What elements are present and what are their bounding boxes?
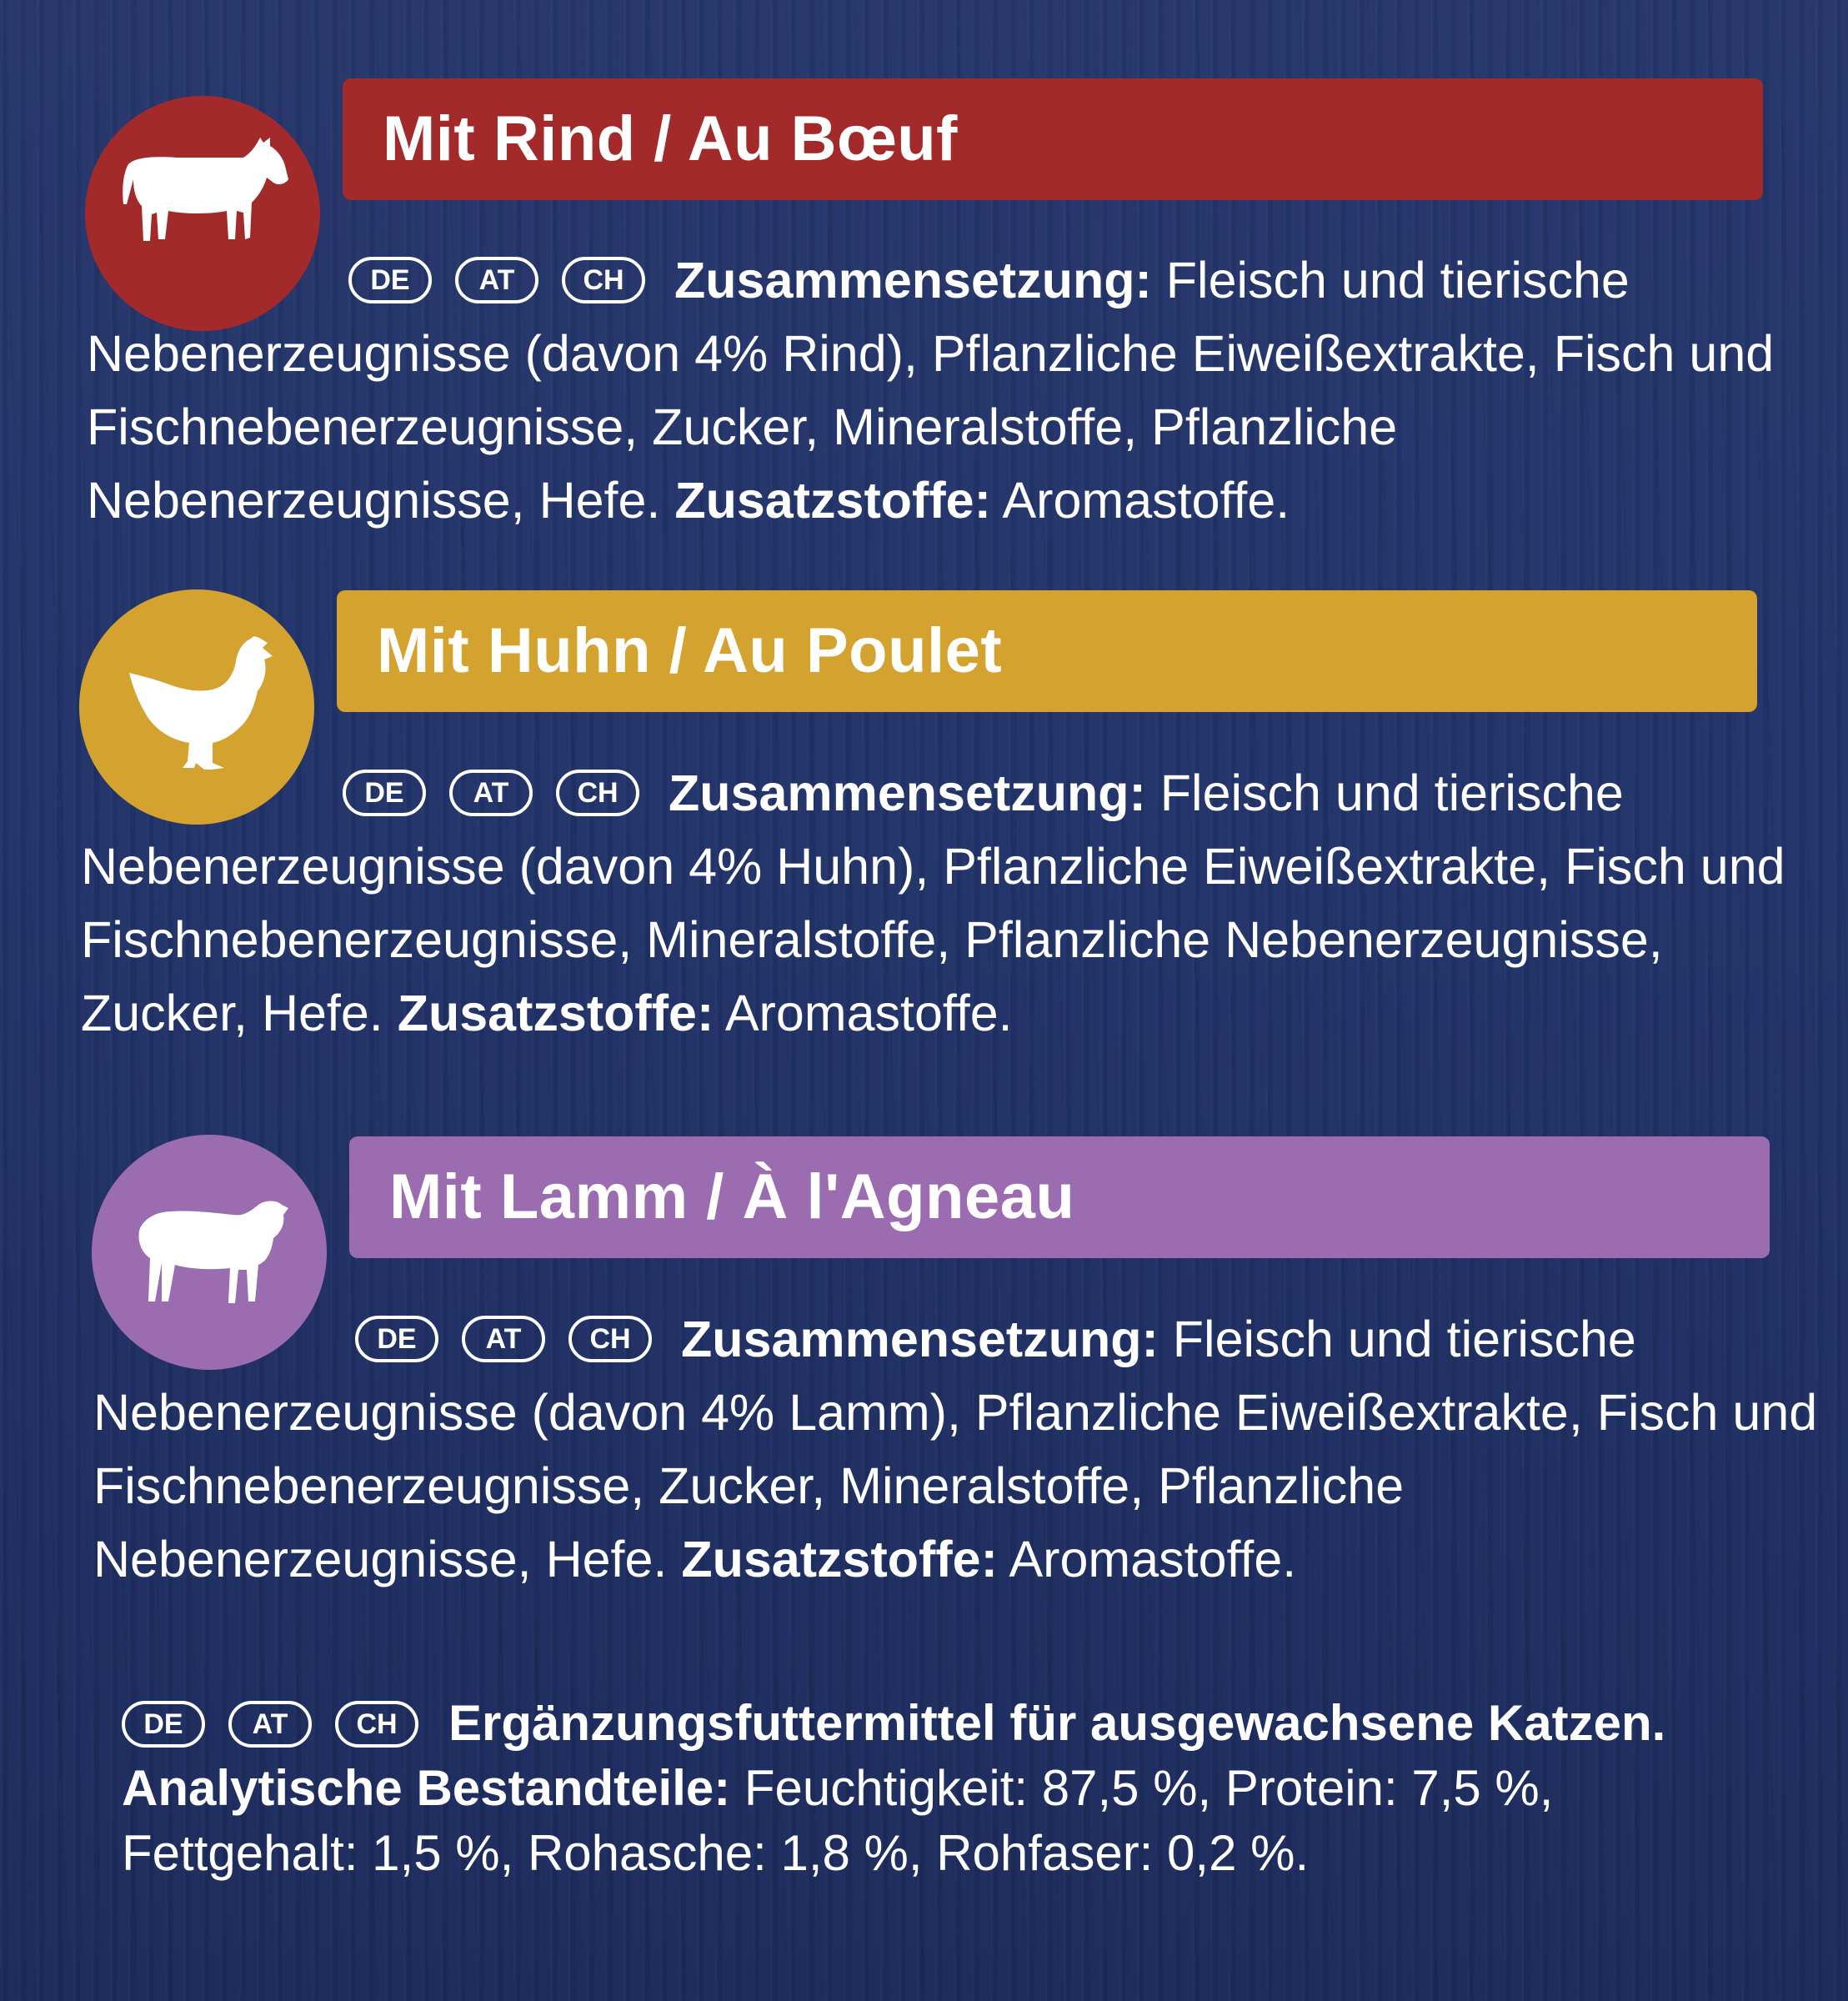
- badge-at: AT: [228, 1701, 312, 1748]
- composition-line1: Fleisch und tierische: [1159, 765, 1624, 821]
- badge-at: AT: [449, 770, 533, 816]
- country-badges: [355, 1316, 652, 1366]
- additives-text: Aromastoffe.: [1009, 1531, 1297, 1587]
- additives-label: Zusatzstoffe:: [681, 1531, 998, 1587]
- badge-de: DE: [348, 257, 432, 303]
- lamb-composition: [93, 1302, 1848, 1596]
- composition-label: Zusammensetzung:: [669, 765, 1146, 821]
- composition-label: Zusammensetzung:: [674, 252, 1152, 308]
- chicken-title-banner: [337, 590, 1757, 712]
- analytic-label: Analytische Bestandteile:: [122, 1760, 731, 1816]
- additives-label: Zusatzstoffe:: [397, 985, 714, 1041]
- additives-label: Zusatzstoffe:: [674, 472, 991, 529]
- country-badges: [343, 770, 639, 820]
- lamb-title-banner: [349, 1136, 1770, 1258]
- badge-de: DE: [343, 770, 426, 816]
- country-badges: [122, 1701, 418, 1751]
- additives-text: Aromastoffe.: [1002, 472, 1290, 529]
- badge-at: AT: [455, 257, 538, 303]
- additives-text: Aromastoffe.: [724, 985, 1013, 1041]
- composition-text: Nebenerzeugnisse (davon 4% Huhn), Pflanzliche Eiweißextrakte, Fisch und Fischnebenerzeugnisse, Mineralstoffe, Pflanzliche Nebenerzeugnisse, Zucker, Hefe.: [81, 838, 1785, 1041]
- composition-text: Nebenerzeugnisse (davon 4% Lamm), Pflanzliche Eiweißextrakte, Fisch und Fischnebenerzeugnisse, Zucker, Mineralstoffe, Pflanzliche Nebenerzeugnisse, Hefe.: [93, 1384, 1818, 1587]
- badge-ch: CH: [556, 770, 639, 816]
- analytic-values: Feuchtigkeit: 87,5 %, Protein: 7,5 %, Fettgehalt: 1,5 %, Rohasche: 1,8 %, Rohfaser: 0,2 %.: [122, 1760, 1554, 1881]
- composition-line1: Fleisch und tierische: [1165, 252, 1630, 308]
- badge-ch: CH: [562, 257, 645, 303]
- badge-de: DE: [122, 1701, 205, 1748]
- country-badges: [348, 257, 645, 307]
- badge-at: AT: [462, 1316, 545, 1362]
- beef-title-banner: [343, 78, 1763, 200]
- analytic-info: [122, 1691, 1755, 1886]
- chicken-composition: [81, 756, 1840, 1050]
- feed-type-headline: Ergänzungsfuttermittel für ausgewachsene Katzen.: [448, 1695, 1666, 1751]
- composition-label: Zusammensetzung:: [681, 1311, 1159, 1367]
- chicken-title: Mit Huhn / Au Poulet: [377, 615, 1003, 686]
- composition-line1: Fleisch und tierische: [1172, 1311, 1636, 1367]
- beef-composition: [87, 243, 1845, 537]
- lamb-title: Mit Lamm / À l'Agneau: [389, 1161, 1075, 1232]
- badge-ch: CH: [335, 1701, 418, 1748]
- composition-text: Nebenerzeugnisse (davon 4% Rind), Pflanzliche Eiweißextrakte, Fisch und Fischnebenerzeugnisse, Zucker, Mineralstoffe, Pflanzliche Nebenerzeugnisse, Hefe.: [87, 325, 1775, 529]
- beef-title: Mit Rind / Au Bœuf: [383, 103, 958, 174]
- badge-ch: CH: [568, 1316, 652, 1362]
- badge-de: DE: [355, 1316, 438, 1362]
